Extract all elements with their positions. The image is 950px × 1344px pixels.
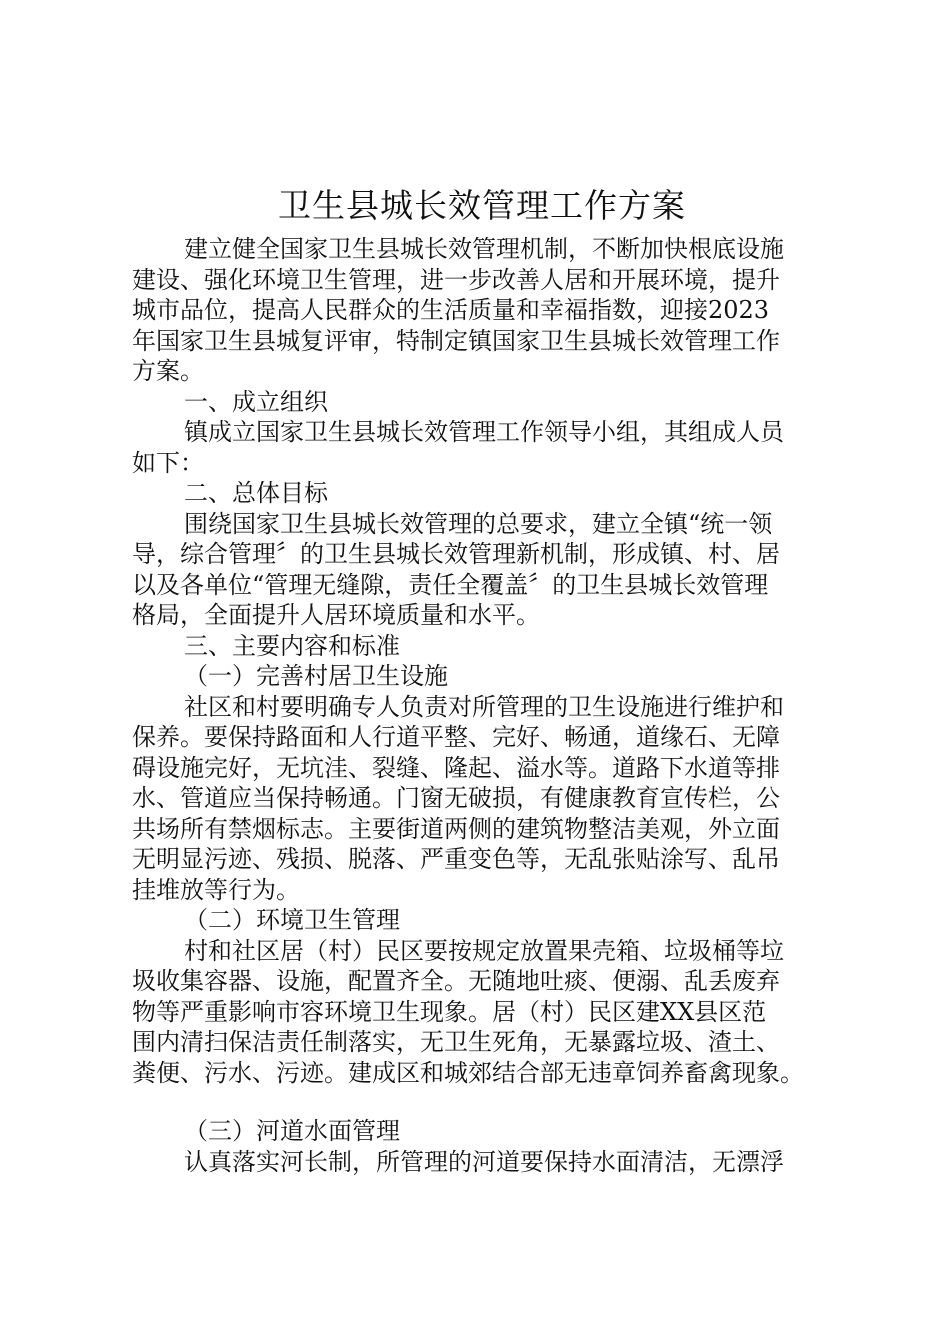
- subsection-heading-2: （二）环境卫生管理: [184, 906, 400, 934]
- paragraph-sanitation-line-2: 圾收集容器、设施，配置齐全。无随地吐痰、便溺、乱丢废弃: [132, 967, 780, 995]
- paragraph-org-line-1: 镇成立国家卫生县城长效管理工作领导小组，其组成人员: [184, 418, 784, 446]
- paragraph-intro-line-2: 建设、强化环境卫生管理，进一步改善人居和开展环境，提升: [132, 265, 780, 294]
- paragraph-goal-line-1: 围绕国家卫生县城长效管理的总要求，建立全镇“统一领: [184, 509, 773, 538]
- paragraph-goal-line-4: 格局，全面提升人居环境质量和水平。: [132, 601, 540, 629]
- paragraph-sanitation-line-4: 围内清扫保洁责任制落实，无卫生死角，无暴露垃圾、渣土、: [132, 1028, 780, 1056]
- paragraph-intro-line-1: 建立健全国家卫生县城长效管理机制，不断加快根底设施: [184, 235, 784, 263]
- paragraph-goal-line-2: 导，综合管理〞的卫生县城长效管理新机制，形成镇、村、居: [132, 540, 780, 568]
- paragraph-sanitation-line-5: 粪便、污水、污迹。建成区和城郊结合部无违章饲养畜禽现象。: [132, 1058, 804, 1087]
- paragraph-sanitation-line-3: 物等严重影响市容环境卫生现象。居（村）民区建XX县区范: [132, 997, 767, 1026]
- document-title: 卫生县城长效管理工作方案: [278, 186, 686, 225]
- paragraph-facilities-line-2: 保养。要保持路面和人行道平整、完好、畅通，道缘石、无障: [132, 723, 780, 751]
- paragraph-facilities-line-1: 社区和村要明确专人负责对所管理的卫生设施进行维护和: [184, 692, 784, 721]
- paragraph-facilities-line-4: 水、管道应当保持畅通。门窗无破损，有健康教育宣传栏，公: [132, 784, 780, 812]
- paragraph-org-line-2: 如下：: [132, 448, 204, 477]
- subsection-heading-1: （一）完善村居卫生设施: [184, 662, 448, 690]
- paragraph-facilities-line-7: 挂堆放等行为。: [132, 875, 300, 904]
- section-heading-2: 二、总体目标: [184, 479, 328, 507]
- paragraph-facilities-line-5: 共场所有禁烟标志。主要街道两侧的建筑物整洁美观，外立面: [132, 814, 780, 843]
- paragraph-river-line-1: 认真落实河长制，所管理的河道要保持水面清洁，无漂浮: [184, 1147, 784, 1176]
- document-page: [132, 180, 832, 1177]
- paragraph-sanitation-line-1: 村和社区居（村）民区要按规定放置果壳箱、垃圾桶等垃: [184, 936, 784, 965]
- paragraph-intro-line-5: 方案。: [132, 357, 204, 385]
- paragraph-goal-line-3: 以及各单位“管理无缝隙，责任全覆盖〞的卫生县城长效管理: [132, 570, 769, 599]
- paragraph-facilities-line-3: 碍设施完好，无坑洼、裂缝、隆起、溢水等。道路下水道等排: [132, 753, 780, 782]
- paragraph-intro-line-3: 城市品位，提高人民群众的生活质量和幸福指数，迎接2023: [132, 296, 770, 324]
- subsection-heading-3: （三）河道水面管理: [184, 1117, 400, 1145]
- blank-line: [132, 1088, 832, 1116]
- paragraph-intro-line-4: 年国家卫生县城复评审，特制定镇国家卫生县城长效管理工作: [132, 326, 780, 355]
- section-heading-1: 一、成立组织: [184, 387, 328, 416]
- paragraph-facilities-line-6: 无明显污迹、残损、脱落、严重变色等，无乱张贴涂写、乱吊: [132, 845, 780, 873]
- section-heading-3: 三、主要内容和标准: [184, 631, 400, 660]
